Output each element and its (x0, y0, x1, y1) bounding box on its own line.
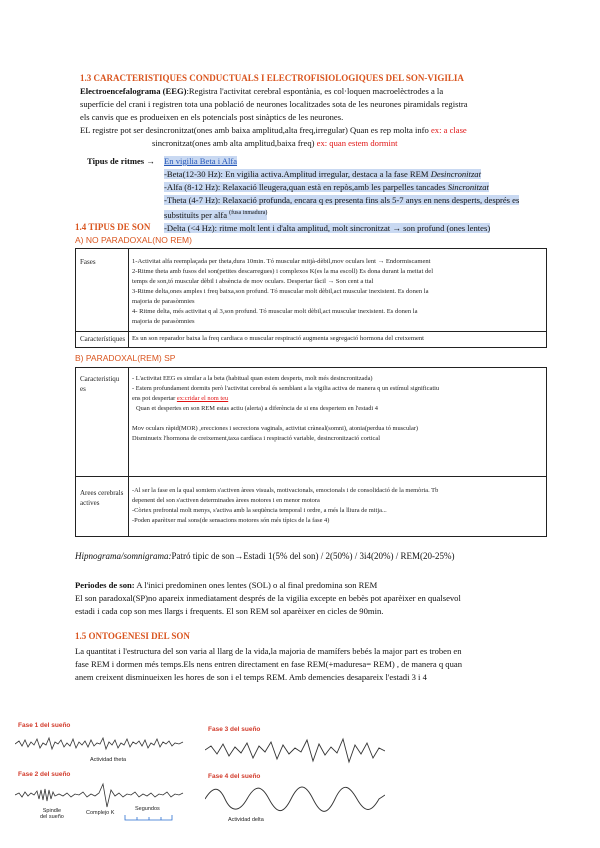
table-b-head-line-2: es (80, 385, 86, 393)
table-row: Disminueix l'hormona de creixement,taxa cardíaca i respiració variable, desincronització cortical (132, 435, 380, 442)
section-1-3-heading: 1.3 CARACTERISTIQUES CONDUCTUALS I ELECTROFISIOLOGIQUES DEL SON-VIGILIA (80, 73, 464, 83)
fase1-label: Fase 1 del sueño (18, 722, 71, 729)
tipus-ritmes-label (87, 155, 155, 168)
periodes-paragraph (75, 579, 585, 618)
periodes-text-1: A l'inici predominen ones lentes (SOL) o al final predomina son REM (134, 580, 378, 590)
table-row: temps de son,tó muscular dèbil i absència de mov oculars. Despertar fàcil → Son cent a ttal (132, 278, 374, 285)
sincronitzat-text: sincronitzat(ones amb alta amplitud,baixa freq) (152, 138, 317, 148)
spindle-caption-2: del sueño (40, 814, 64, 820)
table-row: - Estem profundament dormits però l'activitat cerebral és semblant a la vigilia activa de manera q un estímul significatiu (132, 385, 440, 392)
registre-text: EL registre pot ser desincronitzat(ones amb baixa amplitud,alta freq,irregular) Quan es rep molta info (80, 125, 431, 135)
ritme-theta-cont: substituïts per alfa (164, 209, 230, 220)
table-row: 1-Activitat alfa reemplaçada per theta,dura 10min. Tó muscular mitjà-dèbil,mov oculars lent → Endormiscament (132, 258, 431, 265)
table-row: depenent del son s'activen determinades àrees motores i en menor motora (132, 497, 320, 504)
table-row: -Al ser la fase en la qual somiem s'activen àrees visuals, motivacionals, emocionals i de consolidació de la memòria. Tb (132, 487, 439, 494)
ritme-beta: -Beta(12-30 Hz): En vigilia activa.Amplitud irregular, destaca a la fase REM (164, 169, 431, 179)
table-row: -Còrtex prefrontal molt menys, s'activa amb la seqüència temporal i ordre, a més la lliura de mitja... (132, 507, 387, 514)
rem-heading: B) PARADOXAL(REM) SP (75, 353, 176, 363)
fase1-wave (15, 732, 185, 756)
ritme-delta: -Delta (<4 Hz): ritme molt lent i d'alta amplitud, molt sincronitzat → son profund (ones lentes) (164, 222, 491, 233)
tipus-ritmes-title: Tipus de ritmes (87, 156, 145, 166)
table-row: majoria de parasòmnies (132, 298, 195, 305)
ritmes-list (164, 155, 584, 235)
ritme-beta-tag: Desincronitzat (430, 169, 481, 179)
hipnograma-text: Patró tipic de son→Estadi 1(5% del son) / 2(50%) / 3i4(20%) / REM(20-25%) (171, 551, 455, 561)
ontogenesi-text-2: fase REM i dormen més temps.Els nens entren directament en fase REM(+maduresa= REM) , de manera q quan (75, 659, 462, 669)
ritme-theta: -Theta (4-7 Hz): Relaxació profunda, encara q es presenta fins als 5-7 anys en nens desperts, després es (164, 195, 520, 205)
fase3-wave (205, 734, 385, 766)
ritme-alfa: -Alfa (8-12 Hz): Relaxació lleugera,quan està en repòs,amb les parpelles tancades (164, 182, 448, 192)
table-row: Quan et despertes en son REM estas actiu (alerta) a diferència de si ens despertem en l'estadi 4 (136, 405, 378, 412)
arrow-icon: → (146, 156, 155, 166)
section-1-5-heading: 1.5 ONTOGENESI DEL SON (75, 631, 190, 641)
table-rem (75, 367, 547, 537)
table-b-caract-content (132, 374, 544, 444)
complejo-k-caption: Complejo K (86, 810, 115, 816)
table-a-fases-head: Fases (80, 258, 96, 266)
table-a-fases-content (132, 257, 544, 327)
table-row: 3-Ritme delta,ones amples i freq baixa,son profund. Tó muscular molt dèbil,act muscular inexistent. Es donen la (132, 288, 429, 295)
fase4-caption: Actividad delta (228, 817, 264, 823)
ontogenesi-paragraph (75, 645, 590, 684)
table-row: majoria de parasòmnies (132, 318, 195, 325)
table-a-caract-head: Característiques (80, 335, 126, 343)
periodes-label: Periodes de son: (75, 580, 135, 590)
table-row: Mov oculars ràpid(MOR) ,erecciones i secrecions vaginals, activitat cràneal(somni), atonia(perdua tó muscular) (132, 425, 419, 432)
segundos-caption: Segundos (135, 806, 160, 812)
table-row: 2-Ritme theta amb fusos del son(petites descarregues) i complexos K(es la ma escoll) Es dona durant la meitat del (132, 268, 434, 275)
spindle-caption (40, 808, 64, 820)
table-row: - L'activitat EEG es similar a la beta (habitual quan estem desperts, molt més desincronitzada) (132, 375, 373, 382)
periodes-text-2: El son paradoxal(SP)no apareix inmediatament després de la vigilia excepte en bebès pot aparèixer en qualsevol (75, 593, 461, 603)
fase2-label: Fase 2 del sueño (18, 771, 71, 778)
fase3-label: Fase 3 del sueño (208, 726, 261, 733)
table-row: ens pot despertar (132, 395, 177, 402)
ritme-theta-note: (fusa inmadura) (229, 210, 268, 216)
table-a-caract-content: Es un son reparador baixa la freq cardiaca o muscular respiració augmenta segregació hormona del creixement (132, 335, 425, 342)
table-b-caract-head (80, 374, 119, 394)
table-b-head-line-1: Caracteristiqu (80, 375, 120, 383)
table-b-areas-content (132, 486, 544, 526)
ritme-line-1: En vigilia Beta i Alfa (164, 156, 238, 166)
spindle-caption-1: Spindle (42, 808, 62, 814)
periodes-text-3: estadi i cada cop son mes llargs i frequents. El son REM sol aparèixer en cicles de 90min. (75, 606, 384, 616)
eeg-text-2: superfície del crani i registren tota una població de neurones localitzades sota de les neurones piramidals registra (80, 99, 468, 109)
hipnograma-label: Hipnograma/somnigrama: (75, 551, 172, 561)
fase4-label: Fase 4 del sueño (208, 773, 261, 780)
table-b-areas-line-2: actives (80, 499, 100, 507)
registre-example: ex: a clase (430, 125, 467, 135)
table-b-areas-head (80, 488, 123, 508)
no-rem-heading: A) NO PARADOXAL(NO REM) (75, 235, 192, 245)
hipnograma-line (75, 550, 454, 563)
section-1-4-heading: 1.4 TIPUS DE SON (75, 222, 151, 232)
ritme-alfa-tag: Sincronitzat (447, 182, 489, 192)
table-row: -Poden aparèixer mal sons(de sensacions motores són més típics de la fase 4) (132, 517, 330, 524)
ontogenesi-text-1: La quantitat i l'estructura del son varia al llarg de la vida,la majoria de mamífers bebés la major part es troben en (75, 646, 462, 656)
eeg-paragraph (80, 85, 580, 150)
ontogenesi-text-3: anem creixent disminueixen les hores de son i el temps REM. Amb demencies desapareix l'estadi 3 i 4 (75, 672, 427, 682)
sincronitzat-example: ex: quan estem dormint (316, 138, 398, 148)
eeg-text-1: :Registra l'activitat cerebral espontània, es col·loquen macroelèctrodes a la (186, 86, 444, 96)
fase1-caption: Actividad theta (90, 757, 127, 763)
time-scale (124, 814, 174, 822)
table-red-example: ex:cridar el nom teu (176, 395, 229, 402)
table-b-areas-line-1: Arees cerebrals (80, 489, 124, 497)
fase4-wave (205, 780, 385, 818)
table-no-rem (75, 248, 547, 348)
eeg-term: Electroencefalograma (EEG) (80, 86, 187, 96)
table-row: 4- Ritme delta, més activitat q al 3,son profund. Tó muscular molt dèbil,act muscular inexistent. Es donen la (132, 308, 418, 315)
eeg-text-3: els canvis que es produeixen en els potencials post sinàptics de les neurones. (80, 112, 344, 122)
